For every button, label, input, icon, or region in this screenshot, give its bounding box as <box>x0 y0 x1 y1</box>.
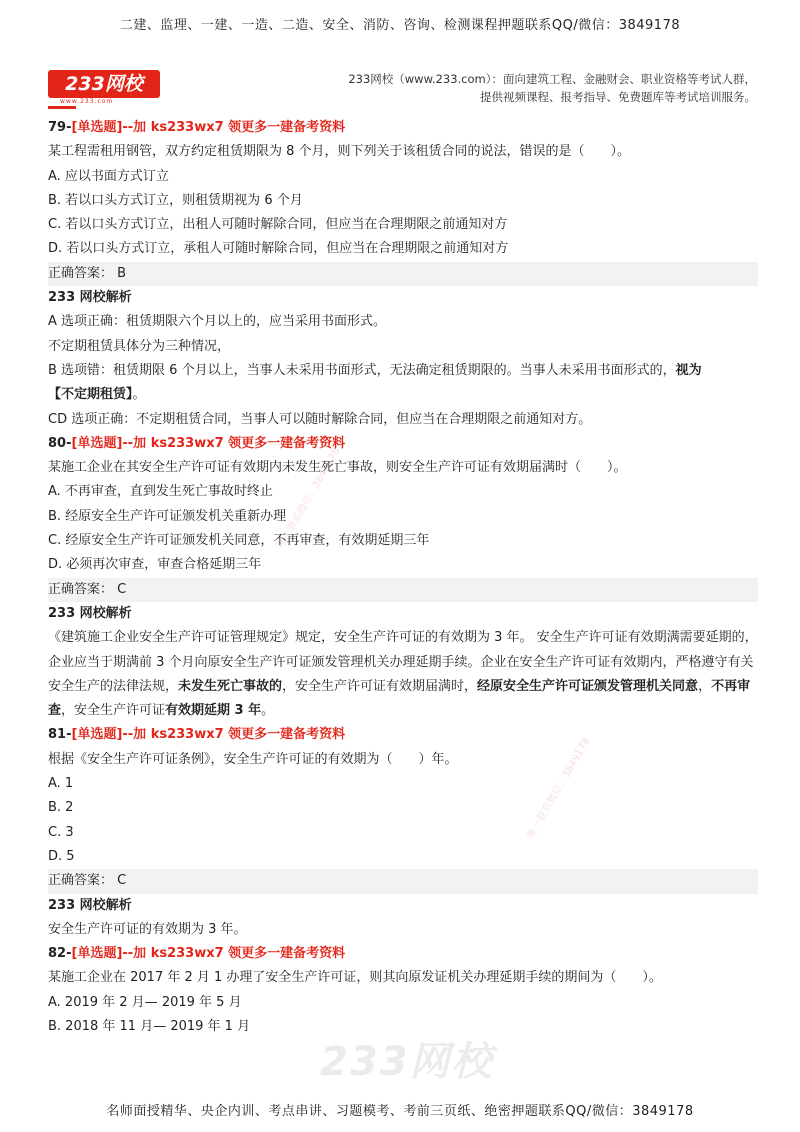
analysis-text-part: 。 <box>132 387 146 403</box>
watermark-text: 唯一联系微信：3849178 <box>275 446 343 551</box>
option: B. 若以口头方式订立，则租赁期视为 6 个月 <box>48 192 303 208</box>
analysis-text: 安全生产许可证的有效期为 3 年。 <box>48 921 247 937</box>
option: A. 2019 年 2 月— 2019 年 5 月 <box>48 994 242 1010</box>
analysis-paragraph <box>48 626 758 723</box>
question-number: 81- <box>48 727 72 743</box>
answer-row <box>48 869 758 893</box>
watermark-text: 唯一联系微信：3849178 <box>525 736 593 841</box>
analysis-text-part: ，安全生产许可证 <box>61 703 166 719</box>
answer-value: B <box>117 265 127 281</box>
option: A. 1 <box>48 776 74 792</box>
logo-sub: www.233.com <box>60 98 114 105</box>
analysis-text: 不定期租赁具体分为三种情况， <box>48 338 231 354</box>
question-stem: 根据《安全生产许可证条例》，安全生产许可证的有效期为（ ）年。 <box>48 751 458 767</box>
header-line-1: 233网校（www.233.com）：面向建筑工程、金融财会、职业资格等考试人群， <box>348 72 756 86</box>
analysis-bold: 【不定期租赁】 <box>48 387 133 403</box>
option: B. 经原安全生产许可证颁发机关重新办理 <box>48 508 287 524</box>
answer-value: C <box>117 581 127 597</box>
analysis-text: CD 选项正确：不定期租赁合同，当事人可以随时解除合同，但应当在合理期限之前通知对方。 <box>48 411 592 427</box>
analysis-bold: 视为 <box>675 362 702 378</box>
analysis-text-part: 《建筑施工企业安全生产许可证管理规定》规定，安全生产许可证的有效期为 3 年。 安全生产许可证有效期满需要延期的，企业应当于期满前 3 个月向原安全生产许可证颁发管理机关办理延期手续。企业在安全生产许可证有效期内，严格遵守有关安全生产的法律法规， <box>48 630 758 694</box>
analysis-bold: 有效期延期 3 年 <box>165 703 262 719</box>
option: D. 必须再次审查，审查合格延期三年 <box>48 557 262 573</box>
question-number: 82- <box>48 946 72 962</box>
top-banner: 二建、监理、一建、一造、二造、安全、消防、咨询、检测课程押题联系QQ/微信：3849178 <box>119 18 681 33</box>
option: C. 经原安全生产许可证颁发机关同意，不再审查，有效期延期三年 <box>48 533 430 549</box>
analysis-bold: 未发生死亡事故的 <box>178 678 283 694</box>
answer-row <box>48 262 758 286</box>
analysis-text <box>48 383 758 407</box>
analysis-title: 233 网校解析 <box>48 605 132 621</box>
logo-233: 233网校 <box>48 70 160 98</box>
analysis-text-part: 。 <box>261 703 275 719</box>
option: D. 5 <box>48 848 75 864</box>
answer-row <box>48 578 758 602</box>
header-description <box>348 70 756 106</box>
question-number: 80- <box>48 435 72 451</box>
analysis-bold: 不再审查 <box>48 678 751 719</box>
question-tag: [单选题]--加 ks233wx7 领更多一建备考资料 <box>71 946 346 962</box>
question-header <box>48 432 758 456</box>
answer-label: 正确答案： <box>48 581 114 597</box>
analysis-bold: 经原安全生产许可证颁发管理机关同意 <box>477 678 699 694</box>
question-stem: 某工程需租用钢管，双方约定租赁期限为 8 个月，则下列关于该租赁合同的说法，错误的是（ ）。 <box>48 144 631 160</box>
option: C. 若以口头方式订立，出租人可随时解除合同，但应当在合理期限之前通知对方 <box>48 217 508 233</box>
header-line-2: 提供视频课程、报考指导、免费题库等考试培训服务。 <box>480 90 756 104</box>
answer-label: 正确答案： <box>48 873 114 889</box>
analysis-text <box>48 359 758 383</box>
question-tag: [单选题]--加 ks233wx7 领更多一建备考资料 <box>71 435 346 451</box>
option: D. 若以口头方式订立，承租人可随时解除合同，但应当在合理期限之前通知对方 <box>48 241 509 257</box>
bottom-banner: 名师面授精华、央企内训、考点串讲、习题模考、考前三页纸、绝密押题联系QQ/微信：3849178 <box>106 1104 694 1119</box>
option: A. 应以书面方式订立 <box>48 168 169 184</box>
question-header <box>48 116 758 140</box>
question-stem: 某施工企业在 2017 年 2 月 1 办理了安全生产许可证，则其向原发证机关办理延期手续的期间为（ ）。 <box>48 970 662 986</box>
option: C. 3 <box>48 824 74 840</box>
analysis-title: 233 网校解析 <box>48 290 132 306</box>
option: B. 2018 年 11 月— 2019 年 1 月 <box>48 1018 251 1034</box>
logo-accent-bar <box>48 106 76 109</box>
analysis-text-part: ，安全生产许可证有效期届满时， <box>282 678 478 694</box>
watermark-logo: 233网校 <box>320 1039 494 1085</box>
question-header <box>48 723 758 747</box>
question-tag: [单选题]--加 ks233wx7 领更多一建备考资料 <box>71 120 346 135</box>
analysis-title: 233 网校解析 <box>48 897 132 913</box>
question-number: 79- <box>48 120 72 135</box>
analysis-text-part: B 选项错：租赁期限 6 个月以上，当事人未采用书面形式，无法确定租赁期限的。当事人未采用书面形式的， <box>48 362 676 378</box>
analysis-text-part: ， <box>698 678 712 694</box>
option: B. 2 <box>48 800 74 816</box>
analysis-text: A 选项正确：租赁期限六个月以上的，应当采用书面形式。 <box>48 314 387 330</box>
question-header <box>48 942 758 966</box>
option: A. 不再审查，直到发生死亡事故时终止 <box>48 484 273 500</box>
question-stem: 某施工企业在其安全生产许可证有效期内未发生死亡事故，则安全生产许可证有效期届满时（ ）。 <box>48 460 627 476</box>
answer-value: C <box>117 873 127 889</box>
question-content <box>48 116 758 1039</box>
question-tag: [单选题]--加 ks233wx7 领更多一建备考资料 <box>71 727 346 743</box>
answer-label: 正确答案： <box>48 265 114 281</box>
